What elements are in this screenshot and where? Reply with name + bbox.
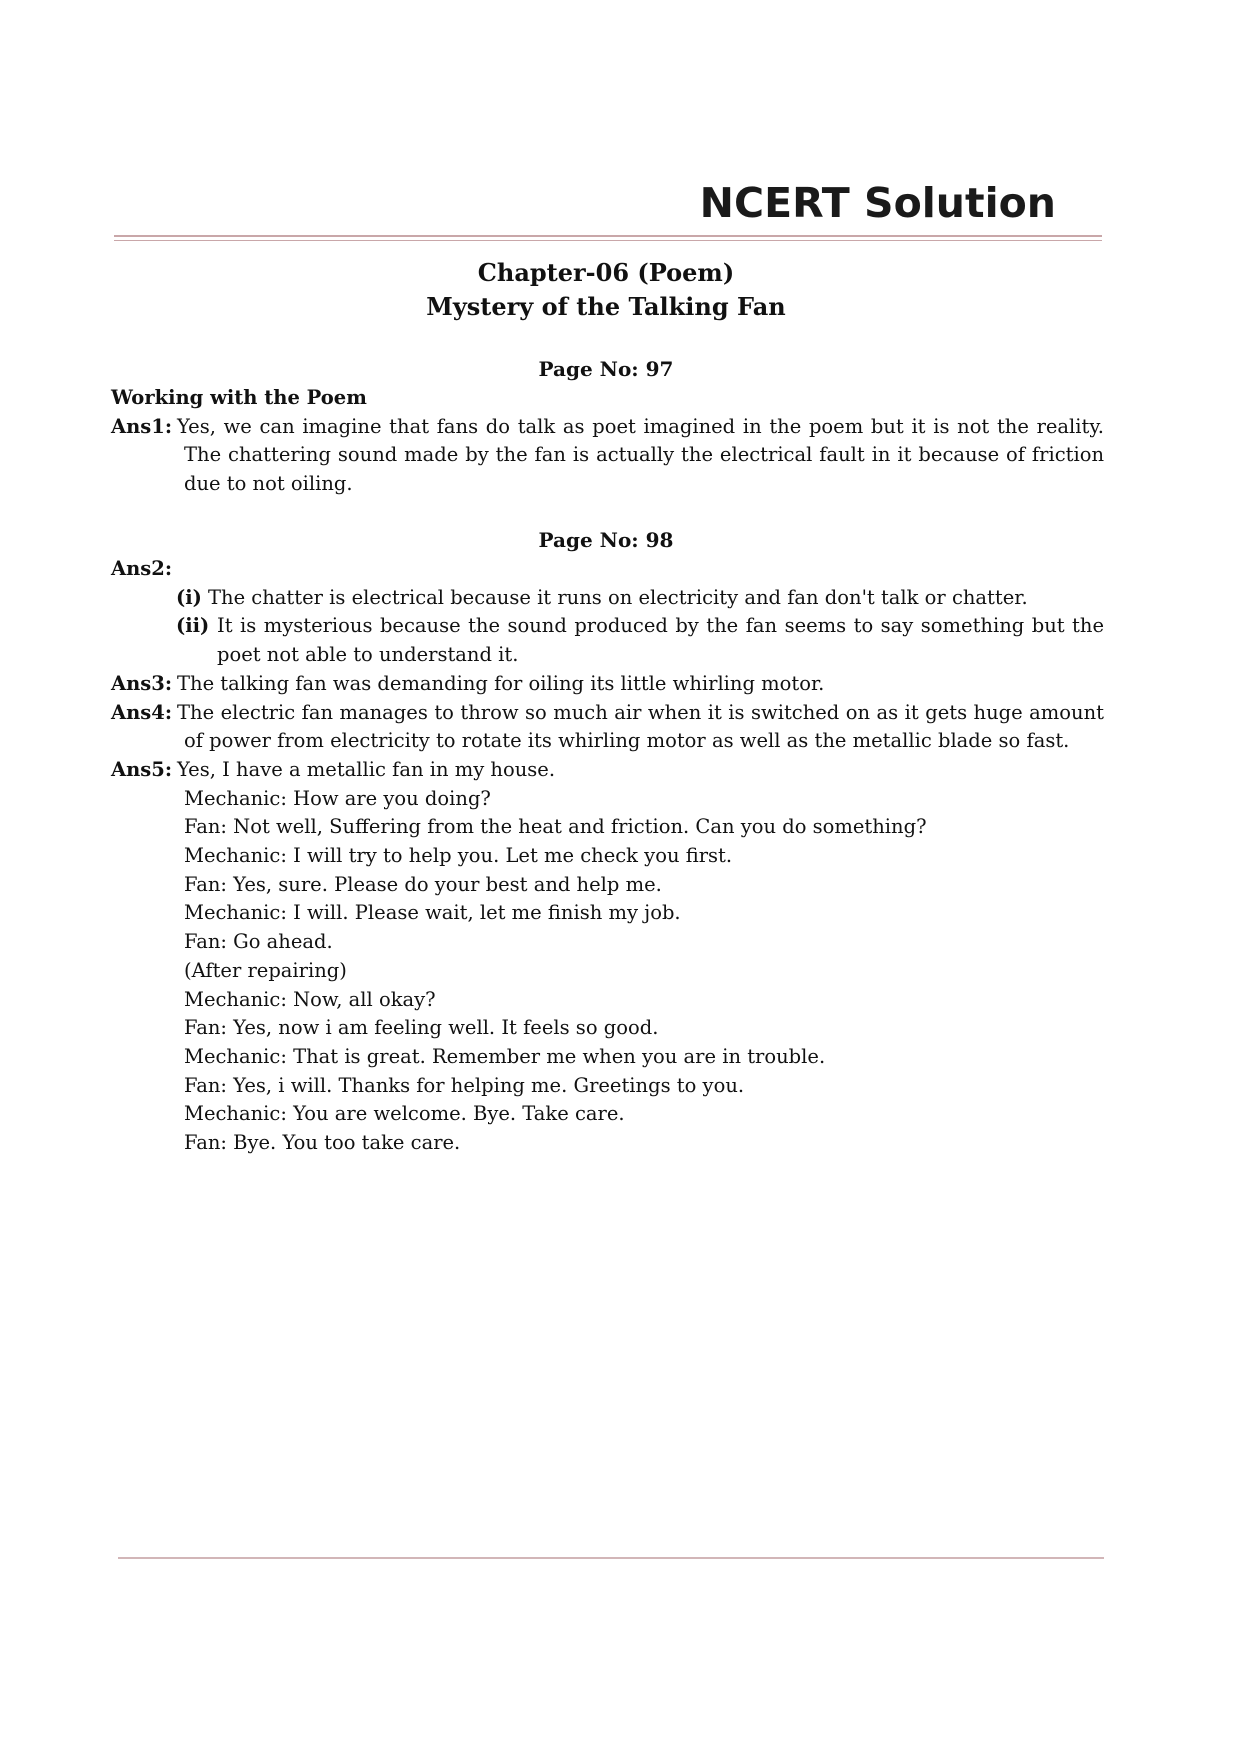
answer-text: The talking fan was demanding for oiling its little whirling motor. [177,671,825,695]
dialogue [111,785,1104,1158]
answer-label: Ans3: [111,671,173,695]
part-number: (ii) [176,614,210,638]
answer-5 [111,756,1104,785]
header-rule [114,235,1102,237]
dialogue-line: (After repairing) [184,958,347,982]
part-text: The chatter is electrical because it runs on electricity and fan don't talk or chatter. [208,585,1028,609]
footer-rule [118,1557,1104,1559]
answer-text: Yes, I have a metallic fan in my house. [177,757,556,781]
answer-2-part-ii [111,612,1104,669]
page-number-98: Page No: 98 [538,528,674,552]
dialogue-line: Fan: Yes, i will. Thanks for helping me. Greetings to you. [184,1073,745,1097]
dialogue-line: Fan: Bye. You too take care. [184,1131,461,1155]
dialogue-line: Fan: Go ahead. [184,930,333,954]
dialogue-line: Fan: Not well, Suffering from the heat and friction. Can you do something? [184,815,927,839]
dialogue-line: Mechanic: You are welcome. Bye. Take care. [184,1102,625,1126]
part-number: (i) [176,585,202,609]
answer-2-label: Ans2: [111,557,173,580]
answer-label: Ans1: [111,414,173,438]
chapter-title: Chapter-06 (Poem) [477,258,735,287]
dialogue-line: Mechanic: How are you doing? [184,786,491,810]
dialogue-line: Mechanic: Now, all okay? [184,987,436,1011]
answer-text: Yes, we can imagine that fans do talk as poet imagined in the poem but it is not the reality. The chattering sound made by the fan is actually the electrical fault in it because of friction due to not oiling. [177,414,1104,496]
poem-title: Mystery of the Talking Fan [426,292,786,321]
answer-1 [111,413,1104,499]
section-page-97 [111,384,1104,499]
answer-text: The electric fan manages to throw so much air when it is switched on as it gets huge amount of power from electricity to rotate its whirling motor as well as the metallic blade so fast. [177,700,1104,753]
section-heading: Working with the Poem [111,386,367,409]
answer-3 [111,670,1104,699]
part-text: It is mysterious because the sound produced by the fan seems to say something but the poet not able to understand it. [217,614,1104,667]
dialogue-line: Mechanic: I will. Please wait, let me finish my job. [184,901,681,925]
page-number-97: Page No: 97 [538,357,674,381]
header-rule-thin [114,240,1102,241]
answer-4 [111,699,1104,756]
answer-2-part-i [111,584,1104,613]
dialogue-line: Fan: Yes, now i am feeling well. It feels so good. [184,1016,659,1040]
brand-title: NCERT Solution [699,179,1056,227]
dialogue-line: Mechanic: That is great. Remember me when you are in trouble. [184,1044,826,1068]
answer-label: Ans4: [111,700,173,724]
dialogue-line: Fan: Yes, sure. Please do your best and help me. [184,872,662,896]
dialogue-line: Mechanic: I will try to help you. Let me check you first. [184,844,733,868]
answer-label: Ans5: [111,757,173,781]
section-page-98 [111,555,1104,1158]
